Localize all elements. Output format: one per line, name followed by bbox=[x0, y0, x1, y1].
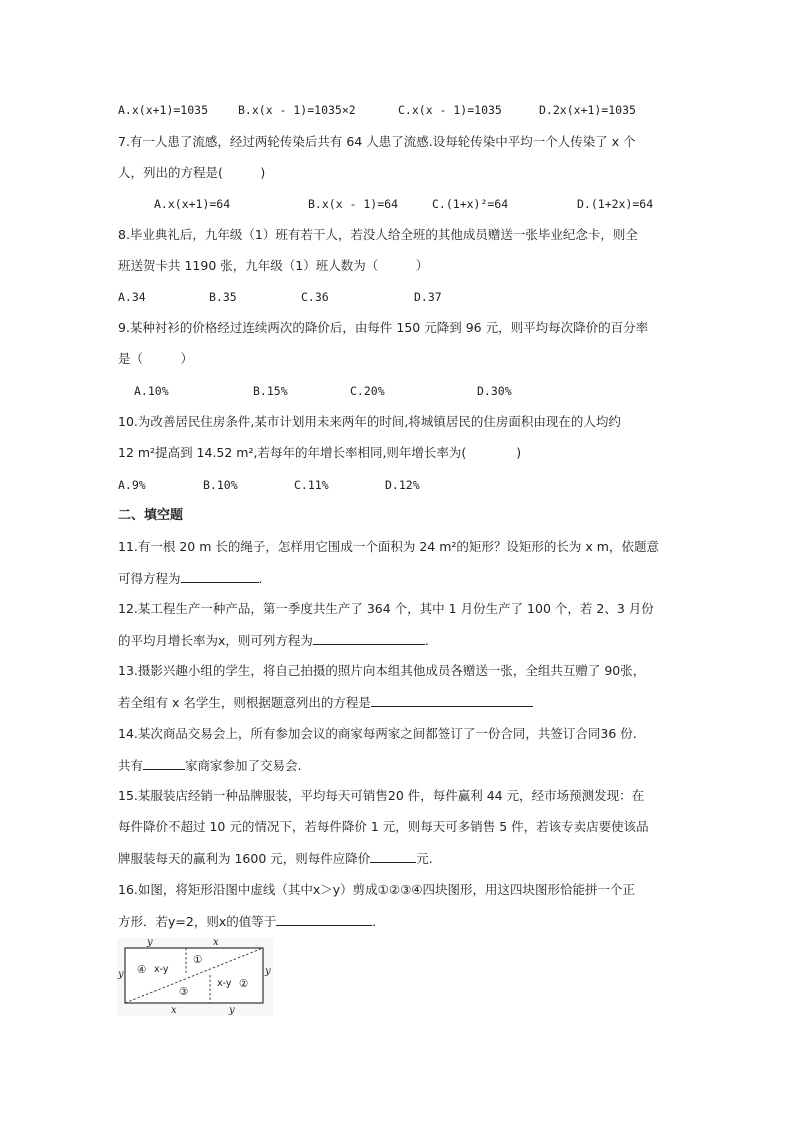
q7-text-line2: 人，列出的方程是( ) bbox=[118, 165, 266, 180]
q13-text-line1: 13.摄影兴趣小组的学生，将自己拍摄的照片向本组其他成员各赠送一张，全组共互赠了 90张， bbox=[118, 663, 646, 678]
q8-text-line2: 班送贺卡共 1190 张，九年级（1）班人数为（ ） bbox=[118, 258, 429, 273]
q16-line2-prefix: 方形．若y=2，则x的值等于 bbox=[118, 914, 277, 929]
q14-line2-prefix: 共有 bbox=[118, 758, 144, 773]
q6-option-b: B.x(x - 1)=1035×2 bbox=[238, 103, 356, 117]
section-heading-fill-in: 二、填空题 bbox=[118, 508, 184, 523]
q12-text-line2 bbox=[118, 632, 429, 649]
q12-text-line1: 12.某工程生产一种产品，第一季度共生产了 364 个，其中 1 月份生产了 100 个，若 2、3 月份 bbox=[118, 601, 654, 616]
q9-option-b: B.15% bbox=[253, 384, 288, 398]
q14-text-line2 bbox=[118, 757, 302, 774]
q16-text-line2 bbox=[118, 913, 385, 930]
q7-text-line1: 7.有一人患了流感，经过两轮传染后共有 64 人患了流感.设每轮传染中平均一个人传染了 x 个 bbox=[118, 134, 636, 149]
q15-answer-blank[interactable] bbox=[370, 850, 416, 863]
q8-option-b: B.35 bbox=[209, 290, 237, 304]
q7-option-c: C.(1+x)²=64 bbox=[432, 197, 509, 211]
q9-option-c: C.20% bbox=[350, 384, 385, 398]
q12-line2-suffix: . bbox=[424, 633, 429, 648]
figure-piece-3: ③ bbox=[179, 986, 189, 998]
q9-text-line2: 是（ ） bbox=[118, 351, 194, 366]
q12-answer-blank[interactable] bbox=[313, 632, 425, 645]
q10-text-line1: 10.为改善居民住房条件,某市计划用未来两年的时间,将城镇居民的住房面积由现在的人均约 bbox=[118, 414, 621, 429]
q15-text-line2: 每件降价不超过 10 元的情况下，若每件降价 1 元，则每天可多销售 5 件，若该专卖店要使该品 bbox=[118, 819, 649, 834]
q8-text-line1: 8.毕业典礼后，九年级（1）班有若干人，若没人给全班的其他成员赠送一张毕业纪念卡，则全 bbox=[118, 227, 638, 242]
q9-text-line1: 9.某种衬衫的价格经过连续两次的降价后，由每件 150 元降到 96 元，则平均每次降价的百分率 bbox=[118, 320, 649, 335]
q15-text-line3 bbox=[118, 850, 433, 867]
q16-answer-blank[interactable] bbox=[276, 913, 372, 926]
figure-label-top-x: x bbox=[213, 937, 219, 948]
figure-label-x-minus-y-left: x-y bbox=[154, 964, 169, 975]
q15-line3-suffix: 元. bbox=[416, 851, 433, 866]
q11-answer-blank[interactable] bbox=[181, 570, 259, 583]
q8-option-c: C.36 bbox=[301, 290, 329, 304]
q9-option-d: D.30% bbox=[477, 384, 512, 398]
figure-piece-4: ④ bbox=[137, 964, 147, 976]
q10-option-d: D.12% bbox=[385, 478, 420, 492]
q14-text-line1: 14.某次商品交易会上，所有参加会议的商家每两家之间都签订了一份合同，共签订合同36 份. bbox=[118, 726, 637, 741]
q8-option-a: A.34 bbox=[118, 290, 146, 304]
q6-option-d: D.2x(x+1)=1035 bbox=[539, 103, 636, 117]
q7-option-d: D.(1+2x)=64 bbox=[577, 197, 654, 211]
q7-option-a: A.x(x+1)=64 bbox=[154, 197, 231, 211]
figure-label-bottom-x: x bbox=[171, 1005, 177, 1016]
figure-label-x-minus-y-right: x-y bbox=[217, 978, 232, 989]
q15-text-line1: 15.某服装店经销一种品牌服装，平均每天可销售20 件，每件赢利 44 元，经市场预测发现：在 bbox=[118, 788, 645, 803]
figure-drawing bbox=[117, 938, 273, 1016]
figure-label-top-y: y bbox=[147, 937, 153, 948]
q13-line2-prefix: 若全组有 x 名学生，则根据题意列出的方程是 bbox=[118, 695, 371, 710]
q11-line2-suffix: . bbox=[258, 571, 263, 586]
q8-option-d: D.37 bbox=[414, 290, 442, 304]
rectangle-cut-figure bbox=[117, 938, 273, 1016]
q9-option-a: A.10% bbox=[134, 384, 169, 398]
q11-line2-prefix: 可得方程为 bbox=[118, 571, 181, 586]
q10-text-line2: 12 m²提高到 14.52 m²,若每年的年增长率相同,则年增长率为( ) bbox=[118, 445, 522, 460]
q11-text-line1: 11.有一根 20 m 长的绳子，怎样用它围成一个面积为 24 m²的矩形？设矩形的长为 x m，依题意 bbox=[118, 539, 659, 554]
q12-line2-prefix: 的平均月增长率为x，则可列方程为 bbox=[118, 633, 313, 648]
q6-option-a: A.x(x+1)=1035 bbox=[118, 103, 209, 117]
figure-label-left-y: y bbox=[118, 969, 124, 980]
q14-answer-blank[interactable] bbox=[143, 757, 185, 770]
q16-line2-suffix: ． bbox=[372, 914, 385, 929]
q10-option-b: B.10% bbox=[203, 478, 238, 492]
q6-option-c: C.x(x - 1)=1035 bbox=[398, 103, 502, 117]
q11-text-line2 bbox=[118, 570, 263, 587]
figure-label-bottom-y: y bbox=[229, 1005, 235, 1016]
q10-option-a: A.9% bbox=[118, 478, 146, 492]
q13-answer-blank[interactable] bbox=[371, 694, 533, 707]
figure-piece-2: ② bbox=[239, 978, 249, 990]
q13-text-line2 bbox=[118, 694, 533, 711]
q14-line2-suffix: 家商家参加了交易会. bbox=[185, 758, 302, 773]
figure-label-right-y: y bbox=[265, 966, 271, 977]
figure-piece-1: ① bbox=[193, 954, 203, 966]
q16-text-line1: 16.如图，将矩形沿图中虚线（其中x＞y）剪成①②③④四块图形，用这四块图形恰能拼一个正 bbox=[118, 882, 635, 897]
q7-option-b: B.x(x - 1)=64 bbox=[308, 197, 399, 211]
q15-line3-prefix: 牌服装每天的赢利为 1600 元，则每件应降价 bbox=[118, 851, 371, 866]
q10-option-c: C.11% bbox=[294, 478, 329, 492]
